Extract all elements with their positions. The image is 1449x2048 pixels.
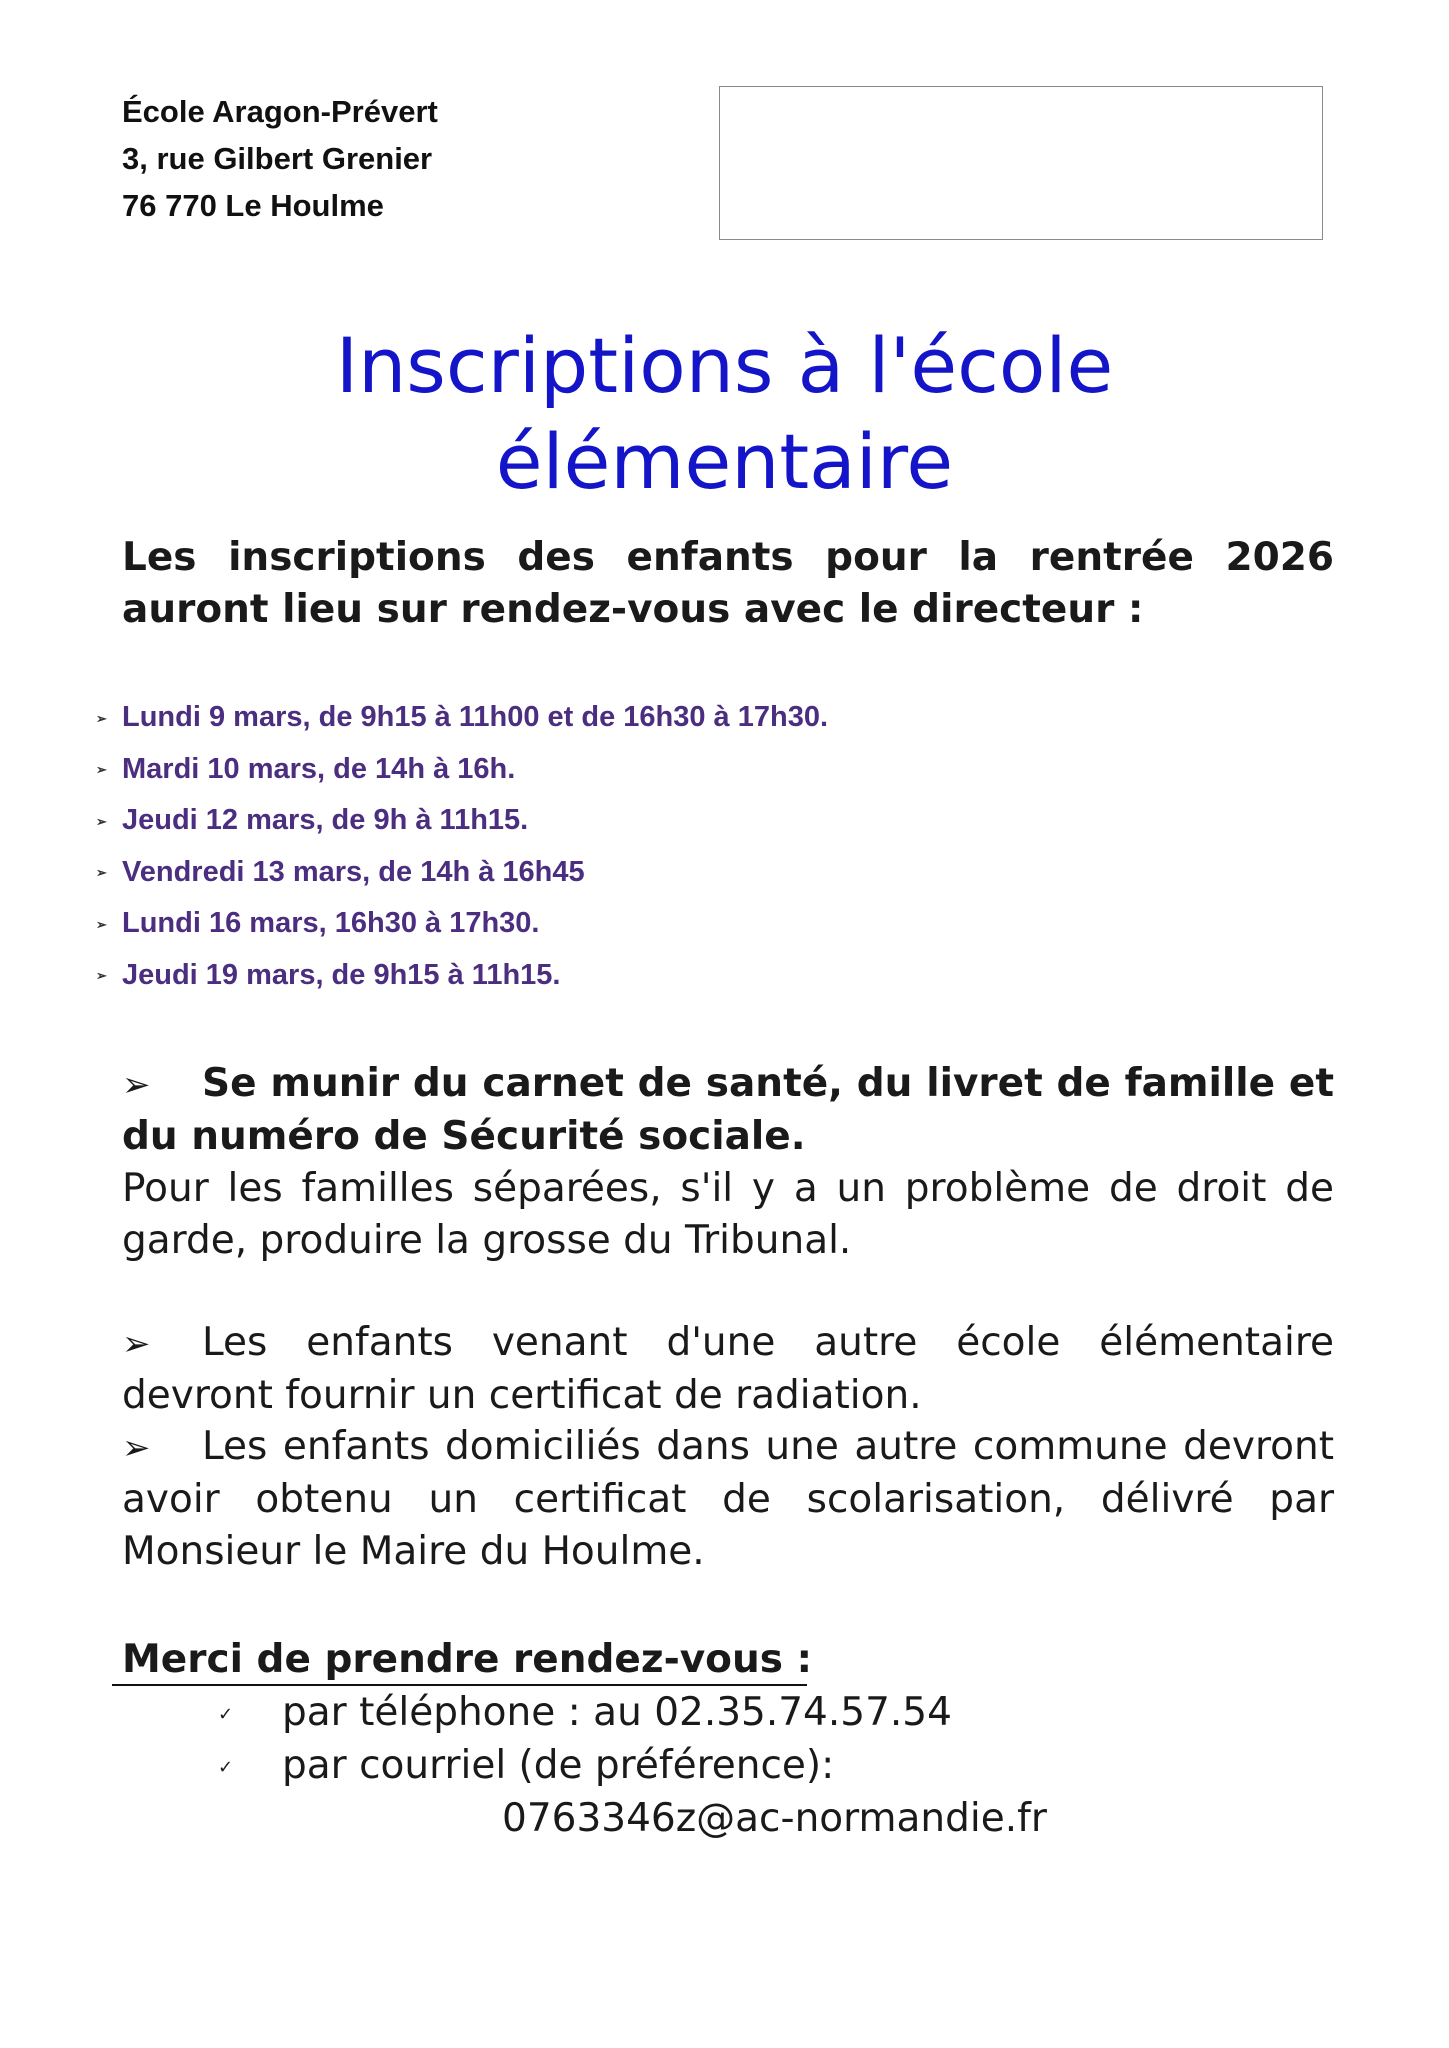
date-item (96, 744, 828, 796)
contact-email-label (218, 1740, 834, 1794)
date-item (96, 692, 828, 744)
intro-paragraph: Les inscriptions des enfants pour la rentrée 2026 auront lieu sur rendez-vous avec le directeur : (122, 535, 1334, 632)
arrow-bullet-icon: ➢ (96, 762, 107, 778)
address-line-2: 3, rue Gilbert Grenier (122, 141, 433, 176)
date-text: Lundi 16 mars, 16h30 à 17h30. (122, 907, 540, 939)
email-address[interactable]: 0763346z@ac-normandie.fr (502, 1796, 1047, 1841)
check-icon: ✓ (218, 1756, 234, 1778)
date-text: Jeudi 12 mars, de 9h à 11h15. (122, 804, 529, 836)
check-icon: ✓ (218, 1703, 234, 1725)
arrow-bullet-icon: ➢ (122, 1428, 151, 1468)
arrow-bullet-icon: ➢ (96, 710, 107, 726)
date-text: Jeudi 19 mars, de 9h15 à 11h15. (122, 958, 561, 991)
email-label-text: par courriel (de préférence): (282, 1743, 835, 1788)
other-school-text: Les enfants venant d'une autre école élémentaire devront fournir un certificat de radiation. (122, 1320, 1334, 1418)
date-text: Lundi 9 mars, de 9h15 à 11h00 et de 16h30 à 17h30. (122, 701, 829, 733)
other-commune-section (122, 1421, 1334, 1578)
school-address (122, 88, 438, 229)
arrow-bullet-icon: ➢ (96, 865, 107, 881)
date-text: Vendredi 13 mars, de 14h à 16h45 (122, 855, 585, 888)
arrow-bullet-icon: ➢ (122, 1065, 151, 1105)
other-commune-text: Les enfants domiciliés dans une autre commune devront avoir obtenu un certificat de scolarisation, délivré par Monsieur le Maire du Houlme. (122, 1424, 1334, 1574)
arrow-bullet-icon: ➢ (96, 813, 107, 829)
date-text: Mardi 10 mars, de 14h à 16h. (122, 752, 516, 785)
documents-section (122, 1058, 1334, 1267)
phone-text: par téléphone : au 02.35.74.57.54 (282, 1690, 952, 1735)
contact-phone (218, 1687, 952, 1741)
documents-required-text: Se munir du carnet de santé, du livret de famille et du numéro de Sécurité sociale. (122, 1061, 1334, 1159)
date-item (96, 847, 828, 899)
page-title (0, 318, 1449, 510)
empty-frame-box (719, 86, 1323, 240)
address-line-1: École Aragon-Prévert (122, 94, 438, 129)
title-line-2: élémentaire (495, 417, 954, 506)
title-line-1: Inscriptions à l'école (335, 321, 1114, 410)
arrow-bullet-icon: ➢ (96, 916, 107, 932)
address-line-3: 76 770 Le Houlme (122, 188, 384, 223)
date-item (96, 898, 828, 950)
appointment-dates-list (96, 692, 828, 1001)
contact-heading-underline (112, 1684, 807, 1686)
separated-families-note: Pour les familles séparées, s'il y a un problème de droit de garde, produire la grosse du Tribunal. (122, 1166, 1334, 1263)
arrow-bullet-icon: ➢ (122, 1324, 151, 1364)
date-item (96, 795, 828, 847)
date-item (96, 950, 828, 1002)
arrow-bullet-icon: ➢ (96, 968, 107, 984)
contact-heading: Merci de prendre rendez-vous : (122, 1637, 813, 1682)
documents-required (122, 1058, 1334, 1163)
other-school-section (122, 1317, 1334, 1422)
